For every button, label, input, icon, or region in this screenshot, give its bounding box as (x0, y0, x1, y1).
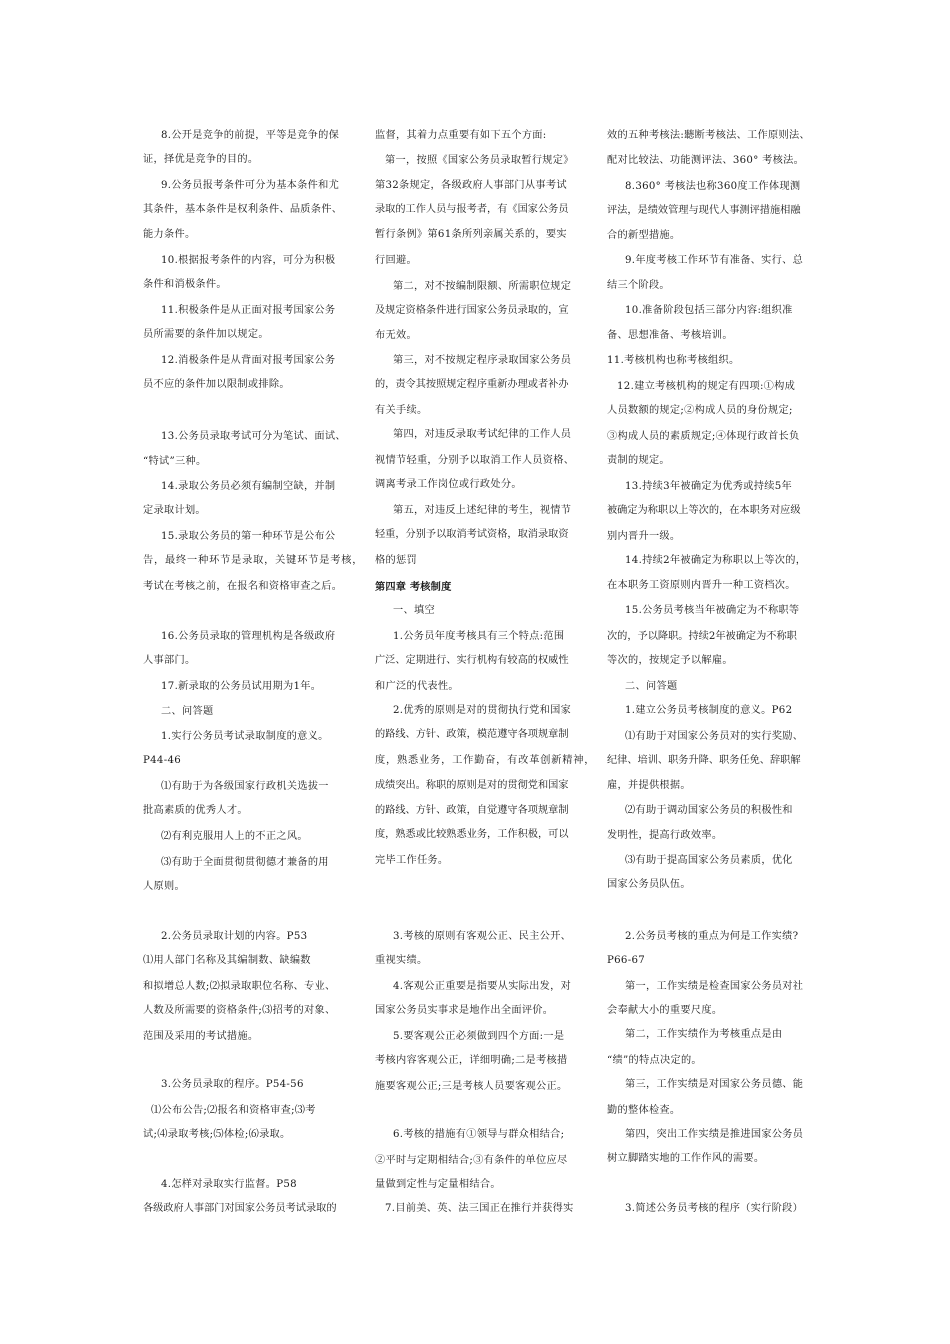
text-line: 和广泛的代表性。 (375, 681, 459, 692)
text-line: 员不应的条件加以限制或排除。 (143, 379, 290, 390)
text-line: P44-46 (143, 755, 182, 766)
text-line: 3.考核的原则有客观公正、民主公开、 (393, 931, 572, 942)
text-line: 2.公务员录取计划的内容。P53 (161, 931, 308, 942)
text-line: 二、问答题 (625, 681, 678, 692)
text-line: 其条件，基本条件是权利条件、品质条件、 (143, 204, 343, 215)
text-line: 等次的，按规定予以解雇。 (607, 655, 733, 666)
text-line: 试;⑷录取考核;⑸体检;⑹录取。 (143, 1129, 291, 1140)
text-column-1 (143, 0, 363, 1344)
text-line: 树立脚踏实地的工作作风的需要。 (607, 1153, 765, 1164)
text-line: 第四，对违反录取考试纪律的工作人员 (393, 429, 572, 440)
text-line: 第32条规定，各级政府人事部门从事考试 (375, 180, 567, 191)
text-line: 第四章 考核制度 (375, 581, 452, 593)
text-line: 国家公务员实事求是地作出全面评价。 (375, 1005, 554, 1016)
text-line: 14.录取公务员必须有编制空缺，并制 (161, 481, 336, 492)
text-line: 布无效。 (375, 330, 417, 341)
text-line: “特试”三种。 (143, 456, 207, 467)
text-line: 第四，突出工作实绩是推进国家公务员 (625, 1129, 804, 1140)
text-line: 各级政府人事部门对国家公务员考试录取的 (143, 1203, 337, 1214)
text-line: 12.建立考核机构的规定有四项:①构成 (617, 381, 796, 392)
text-line: P66-67 (607, 955, 646, 966)
text-line: 1.公务员年度考核具有三个特点:范围 (393, 631, 565, 642)
text-column-2 (375, 0, 595, 1344)
text-line: ⑴有助于对国家公务员对的实行奖励、 (625, 731, 804, 742)
text-line: 人原则。 (143, 881, 185, 892)
text-line: 备、思想准备、考核培训。 (607, 330, 733, 341)
text-line: 监督，其着力点重要有如下五个方面: (375, 130, 547, 141)
text-line: 2.公务员考核的重点为何是工作实绩? (625, 931, 799, 942)
text-line: 2.优秀的原则是对的贯彻执行党和国家 (393, 705, 572, 716)
text-line: 录取的工作人员与报考者，有《国家公务员 (375, 204, 569, 215)
text-line: 第一，工作实绩是检查国家公务员对社 (625, 981, 804, 992)
text-line: 15.公务员考核当年被确定为不称职等 (625, 605, 800, 616)
text-line: 1.建立公务员考核制度的意义。P62 (625, 705, 793, 716)
text-line: 证，择优是竞争的目的。 (143, 154, 259, 165)
text-line: 4.怎样对录取实行监督。P58 (161, 1179, 297, 1190)
text-line: 施要客观公正;三是考核人员要客观公正。 (375, 1081, 568, 1092)
text-line: 有关手续。 (375, 405, 428, 416)
text-line: 5.要客观公正必须做到四个方面:一是 (393, 1031, 565, 1042)
text-line: 人员数额的规定;②构成人员的身份规定; (607, 405, 793, 416)
text-line: 1.实行公务员考试录取制度的意义。 (161, 731, 329, 742)
text-line: 和拟增总人数;⑵拟录取职位名称、专业、 (143, 981, 336, 992)
text-line: 3.简述公务员考核的程序（实行阶段） (625, 1203, 804, 1214)
text-line: 考试在考核之前，在报名和资格审查之后。 (143, 581, 343, 592)
text-line: ⑶有助于提高国家公务员素质，优化 (625, 855, 793, 866)
text-line: 责制的规定。 (607, 455, 670, 466)
text-line: 被确定为称职以上等次的，在本职务对应级 (607, 505, 801, 516)
text-line: 14.持续2年被确定为称职以上等次的， (625, 555, 807, 566)
text-line: 完毕工作任务。 (375, 855, 449, 866)
text-line: 纪律、培训、职务升降、职务任免、辞职解 (607, 755, 801, 766)
text-line: 的路线、方针、政策，自觉遵守各项规章制 (375, 805, 569, 816)
text-line: 合的新型措施。 (607, 230, 681, 241)
text-line: 考核内容客观公正，详细明确;二是考核措 (375, 1055, 568, 1066)
text-line: 人数及所需要的资格条件;⑶招考的对象、 (143, 1005, 336, 1016)
text-line: 第二，工作实绩作为考核重点是由 (625, 1029, 783, 1040)
text-line: ⑵有利克服用人上的不正之风。 (161, 831, 308, 842)
text-line: 3.公务员录取的程序。P54-56 (161, 1079, 304, 1090)
text-line: 调离考录工作岗位或行政处分。 (375, 479, 522, 490)
text-line: 格的惩罚 (375, 555, 417, 566)
text-line: 11.积极条件是从正面对报考国家公务 (161, 305, 336, 316)
text-line: 第二，对不按编制限额、所需职位规定 (393, 281, 572, 292)
text-line: 16.公务员录取的管理机构是各级政府 (161, 631, 336, 642)
text-line: 雇，并提供根据。 (607, 780, 691, 791)
text-line: 视情节轻重，分别予以取消工作人员资格、 (375, 455, 575, 466)
text-line: 量做到定性与定量相结合。 (375, 1179, 501, 1190)
text-line: 勤的整体检查。 (607, 1105, 681, 1116)
text-line: 范围及采用的考试措施。 (143, 1031, 259, 1042)
text-line: 度，熟悉或比较熟悉业务，工作积极，可以 (375, 829, 569, 840)
text-line: 8.公开是竞争的前提，平等是竞争的保 (161, 130, 340, 141)
text-line: 行回避。 (375, 255, 417, 266)
text-line: 第一，按照《国家公务员录取暂行规定》 (385, 155, 574, 166)
text-line: 13.持续3年被确定为优秀或持续5年 (625, 481, 793, 492)
text-line: 告，最终一种环节是录取，关键环节是考核， (143, 555, 364, 566)
text-line: ③构成人员的素质规定;④体现行政首长负 (607, 431, 800, 442)
text-column-3 (607, 0, 822, 1344)
text-line: 10.根据报考条件的内容，可分为积极 (161, 255, 336, 266)
text-line: ⑵有助于调动国家公务员的积极性和 (625, 805, 793, 816)
text-line: ②平时与定期相结合;③有条件的单位应尽 (375, 1155, 568, 1166)
text-line: 国家公务员队伍。 (607, 879, 691, 890)
text-line: 第三，对不按规定程序录取国家公务员 (393, 355, 572, 366)
text-line: 15.录取公务员的第一种环节是公布公 (161, 531, 336, 542)
text-line: 暂行条例》第61条所列亲属关系的，要实 (375, 229, 567, 240)
text-line: “绩”的特点决定的。 (607, 1055, 702, 1066)
text-line: 广泛、定期进行、实行机构有较高的权威性 (375, 655, 569, 666)
text-line: 效的五种考核法:聽断考核法、工作原则法、 (607, 130, 810, 141)
text-line: 第三，工作实绩是对国家公务员德、能 (625, 1079, 804, 1090)
text-line: ⑴有助于为各级国家行政机关选拔一 (161, 781, 329, 792)
text-line: 条件和消极条件。 (143, 279, 227, 290)
text-line: ⑴公布公告;⑵报名和资格审查;⑶考 (151, 1105, 316, 1116)
text-line: 4.客观公正重要是指要从实际出发，对 (393, 981, 572, 992)
text-line: 二、问答题 (161, 706, 214, 717)
text-line: ⑴用人部门名称及其编制数、缺编数 (143, 955, 311, 966)
text-line: 次的，予以降职。持续2年被确定为不称职 (607, 631, 797, 642)
text-line: 的，责令其按照规定程序重新办理或者补办 (375, 379, 569, 390)
text-line: 在本职务工资原则内晋升一种工资档次。 (607, 580, 796, 591)
text-line: 评法，是绩效管理与现代人事测评措施相融 (607, 205, 801, 216)
text-line: 配对比较法、功能测评法、360° 考核法。 (607, 155, 805, 166)
text-line: 员所需要的条件加以规定。 (143, 329, 269, 340)
text-line: 17.新录取的公务员试用期为1年。 (161, 681, 322, 692)
text-line: 12.消极条件是从背面对报考国家公务 (161, 355, 336, 366)
text-line: 结三个阶段。 (607, 280, 670, 291)
text-line: 9.年度考核工作环节有准备、实行、总 (625, 255, 804, 266)
text-line: ⑶有助于全面贯彻贯彻德才兼备的用 (161, 857, 329, 868)
text-line: 人事部门。 (143, 655, 196, 666)
text-line: 发明性，提高行政效率。 (607, 830, 723, 841)
text-line: 别内晋升一级。 (607, 531, 681, 542)
text-line: 8.360° 考核法也称360度工作体现测 (625, 181, 801, 192)
text-line: 11.考核机构也称考核组织。 (607, 355, 740, 366)
text-line: 7.目前美、英、法三国正在推行并获得实 (385, 1203, 574, 1214)
text-line: 6.考核的措施有①领导与群众相结合; (393, 1129, 565, 1140)
text-line: 及规定资格条件进行国家公务员录取的，宣 (375, 305, 569, 316)
text-line: 10.准备阶段包括三部分内容:组织准 (625, 305, 793, 316)
text-line: 成绩突出。称职的原则是对的贯彻党和国家 (375, 780, 569, 791)
text-line: 定录取计划。 (143, 505, 206, 516)
text-line: 9.公务员报考条件可分为基本条件和尤 (161, 180, 340, 191)
text-line: 轻重，分别予以取消考试资格，取消录取资 (375, 529, 569, 540)
text-line: 重视实绩。 (375, 955, 428, 966)
text-line: 会奉献大小的重要尺度。 (607, 1005, 723, 1016)
text-line: 能力条件。 (143, 229, 196, 240)
text-line: 度，熟悉业务，工作勤奋，有改革创新精神， (375, 755, 596, 766)
text-line: 的路线、方针、政策，模范遵守各项规章制 (375, 729, 569, 740)
text-line: 一、填空 (393, 605, 435, 616)
text-line: 13.公务员录取考试可分为笔试、面试、 (161, 431, 346, 442)
text-line: 批高素质的优秀人才。 (143, 805, 248, 816)
text-line: 第五，对违反上述纪律的考生，视情节 (393, 505, 572, 516)
